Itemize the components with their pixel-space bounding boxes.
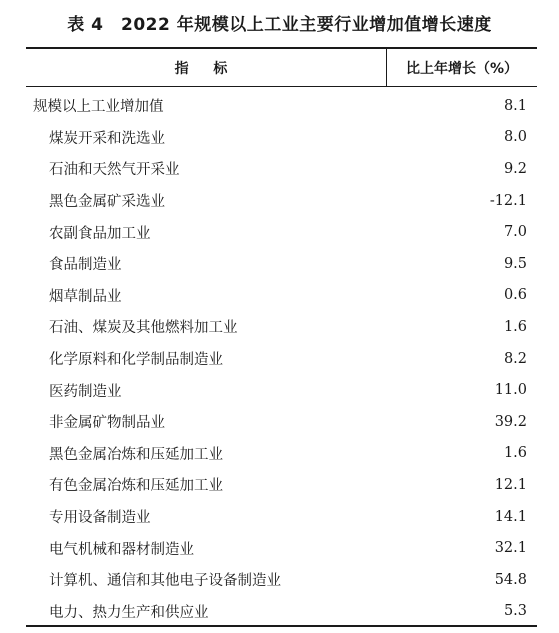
table-row	[26, 343, 537, 375]
row-industry-name: 石油、煤炭及其他燃料加工业	[49, 320, 238, 337]
row-growth-value: 54.8	[494, 571, 527, 588]
table-row	[26, 374, 537, 406]
row-growth-value: -12.1	[489, 192, 527, 209]
row-growth-value: 32.1	[494, 540, 527, 557]
row-growth-value: 1.6	[503, 318, 527, 335]
table-row	[26, 185, 537, 217]
table-row	[26, 311, 537, 343]
table-row	[26, 596, 537, 628]
row-industry-name: 石油和天然气开采业	[49, 162, 180, 179]
row-industry-name: 电力、热力生产和供应业	[49, 604, 209, 621]
table-body	[26, 87, 537, 627]
row-growth-value: 8.2	[503, 350, 527, 367]
row-industry-name: 黑色金属冶炼和压延加工业	[49, 446, 223, 463]
header-indicator: 指 标	[174, 60, 238, 77]
row-growth-value: 8.1	[503, 97, 527, 114]
row-growth-value: 5.3	[503, 603, 527, 620]
table-row	[26, 216, 537, 248]
table-row	[26, 532, 537, 564]
row-industry-name: 医药制造业	[49, 383, 122, 400]
row-industry-name: 烟草制品业	[49, 288, 122, 305]
row-industry-name: 计算机、通信和其他电子设备制造业	[49, 573, 281, 590]
row-industry-name: 有色金属冶炼和压延加工业	[49, 478, 223, 495]
table-row	[26, 438, 537, 470]
row-industry-name: 非金属矿物制品业	[49, 415, 165, 432]
table-bottom-rule	[26, 625, 537, 627]
table-row	[26, 248, 537, 280]
row-industry-name: 黑色金属矿采选业	[49, 194, 165, 211]
row-industry-name: 专用设备制造业	[49, 510, 151, 527]
row-growth-value: 11.0	[494, 382, 527, 399]
row-industry-name: 规模以上工业增加值	[33, 99, 164, 116]
table-header	[26, 49, 537, 86]
row-growth-value: 39.2	[494, 413, 527, 430]
row-growth-value: 8.0	[503, 129, 527, 146]
row-industry-name: 农副食品加工业	[49, 225, 151, 242]
row-industry-name: 电气机械和器材制造业	[49, 541, 194, 558]
table-title: 表 4 2022 年规模以上工业主要行业增加值增长速度	[67, 15, 492, 35]
row-growth-value: 9.2	[503, 160, 527, 177]
row-growth-value: 12.1	[494, 476, 527, 493]
row-industry-name: 化学原料和化学制品制造业	[49, 352, 223, 369]
table-row	[26, 564, 537, 596]
table-row	[26, 469, 537, 501]
row-industry-name: 煤炭开采和洗选业	[49, 130, 165, 147]
row-growth-value: 0.6	[503, 287, 527, 304]
row-industry-name: 食品制造业	[49, 257, 122, 274]
table-row	[26, 406, 537, 438]
table-row	[26, 122, 537, 154]
table-row	[26, 153, 537, 185]
header-growth: 比上年增长（%）	[405, 60, 519, 77]
table-row	[26, 280, 537, 312]
row-growth-value: 1.6	[503, 445, 527, 462]
data-table	[26, 47, 537, 627]
row-growth-value: 7.0	[503, 224, 527, 241]
row-growth-value: 14.1	[494, 508, 527, 525]
row-growth-value: 9.5	[503, 255, 527, 272]
table-row	[26, 90, 537, 122]
table-row	[26, 501, 537, 533]
